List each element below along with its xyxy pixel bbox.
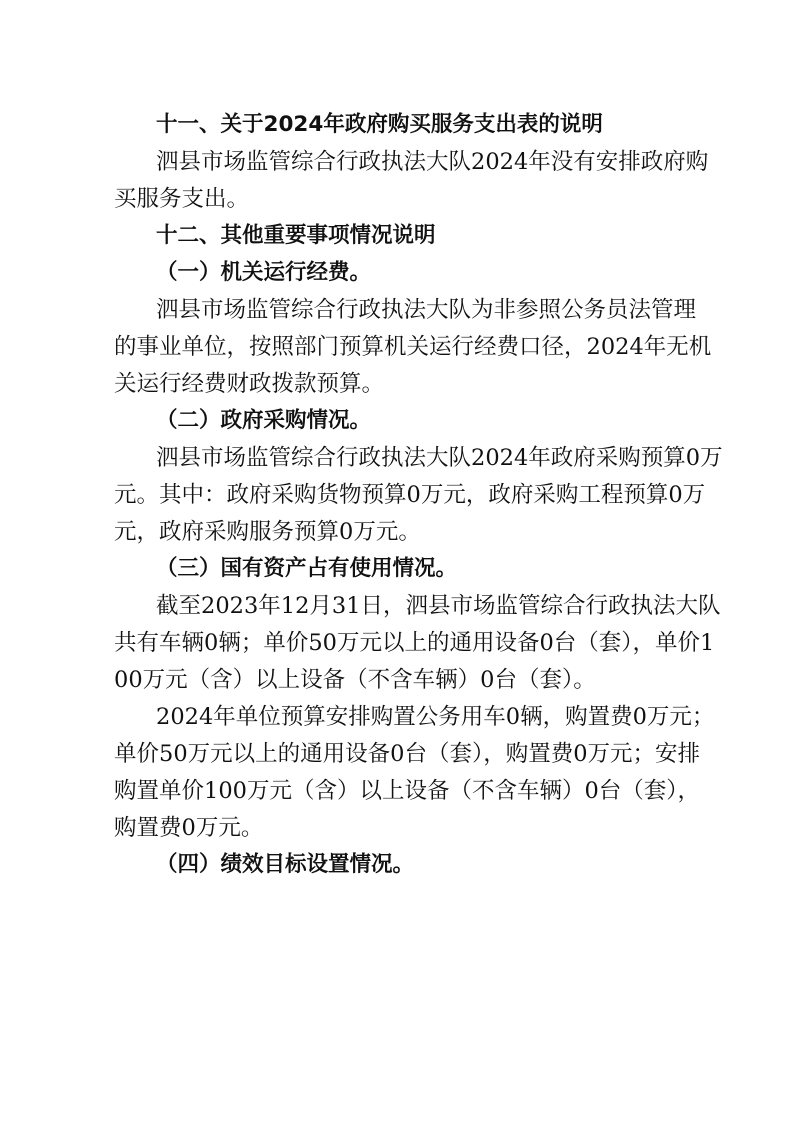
sub-1-heading: （一）机关运行经费。	[156, 260, 372, 285]
sub-4-heading: （四）绩效目标设置情况。	[156, 852, 415, 877]
sub-1-line-2: 的事业单位，按照部门预算机关运行经费口径，2024年无机	[114, 334, 712, 360]
sub-3-p1-line-1: 截至2023年12月31日，泗县市场监管综合行政执法大队	[156, 593, 721, 619]
sub-2-line-2: 元。其中：政府采购货物预算0万元，政府采购工程预算0万	[114, 482, 706, 508]
section-12-heading: 十二、其他重要事项情况说明	[156, 223, 436, 248]
sub-2-line-3: 元，政府采购服务预算0万元。	[114, 519, 421, 545]
section-11-line-2: 买服务支出。	[114, 186, 250, 212]
sub-1-line-3: 关运行经费财政拨款预算。	[114, 371, 385, 397]
section-11-heading: 十一、关于2024年政府购买服务支出表的说明	[156, 112, 603, 137]
sub-3-p1-line-2: 共有车辆0辆；单价50万元以上的通用设备0台（套），单价1	[114, 630, 715, 656]
section-11-line-1: 泗县市场监管综合行政执法大队2024年没有安排政府购	[156, 149, 709, 175]
sub-3-p2-line-2: 单价50万元以上的通用设备0台（套），购置费0万元；安排	[114, 741, 701, 767]
sub-3-heading: （三）国有资产占有使用情况。	[156, 556, 458, 581]
sub-3-p2-line-1: 2024年单位预算安排购置公务用车0辆，购置费0万元；	[156, 704, 715, 730]
sub-1-line-1: 泗县市场监管综合行政执法大队为非参照公务员法管理	[156, 297, 697, 323]
sub-2-line-1: 泗县市场监管综合行政执法大队2024年政府采购预算0万	[156, 445, 723, 471]
sub-3-p2-line-3: 购置单价100万元（含）以上设备（不含车辆）0台（套），	[114, 778, 701, 804]
sub-2-heading: （二）政府采购情况。	[156, 408, 372, 433]
sub-3-p2-line-4: 购置费0万元。	[114, 815, 264, 841]
sub-3-p1-line-3: 00万元（含）以上设备（不含车辆）0台（套）。	[114, 667, 596, 693]
